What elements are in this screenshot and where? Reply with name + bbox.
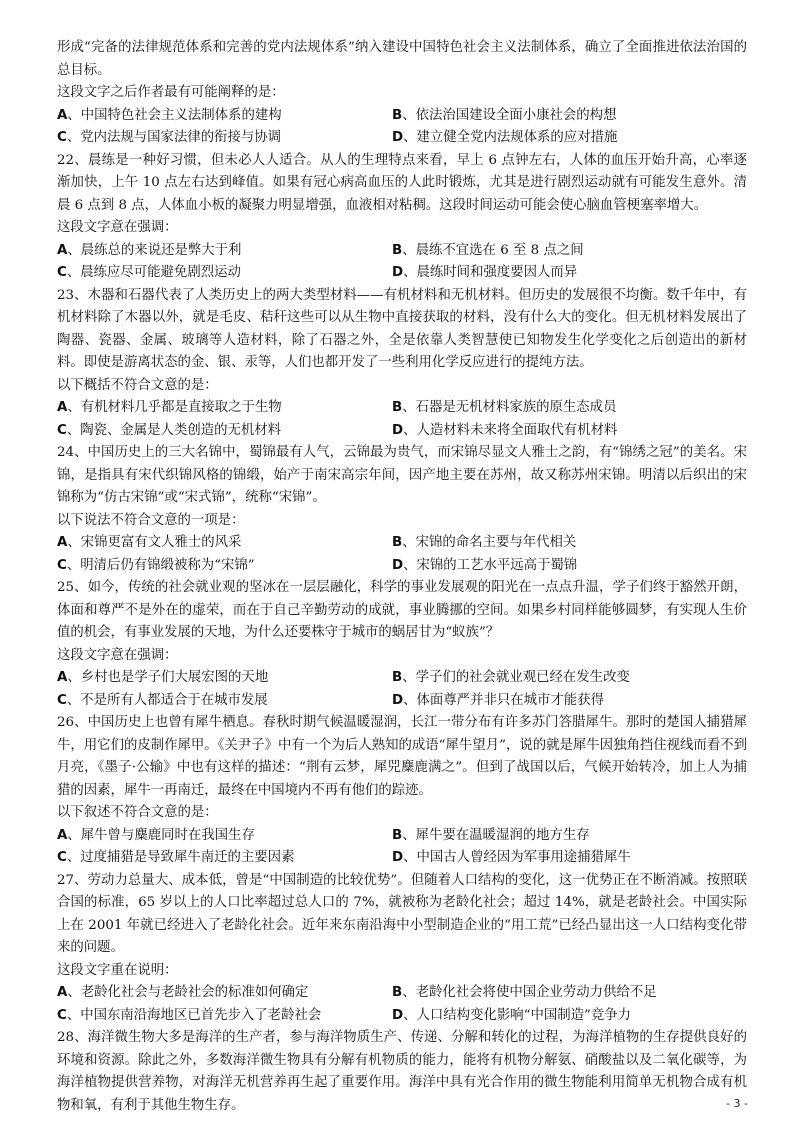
answer-option-b: [392, 825, 747, 848]
option-letter: B: [392, 827, 403, 843]
question-prompt: 以下说法不符合文意的一项是：: [57, 512, 245, 528]
option-text: 乡村也是学子们大展宏图的天地: [80, 670, 269, 685]
answer-option-c: [57, 127, 392, 150]
option-text: 宋锦的工艺水平远高于蜀锦: [416, 557, 578, 573]
answer-option-c: [57, 1005, 392, 1028]
option-text: 犀牛曾与麋鹿同时在我国生存: [80, 827, 255, 843]
answer-options: [57, 982, 747, 1027]
question-prompt: 这段文字意在强调：: [57, 220, 178, 235]
question-prompt: 这段文字意在强调：: [57, 647, 178, 663]
answer-option-c: [57, 420, 392, 443]
option-separator: 、: [402, 400, 416, 415]
answer-option-b: [392, 667, 747, 690]
question-passage: 27、劳动力总量大、成本低，曾是“中国制造的比较优势”。但随着人口结构的变化，这一优势正在不断消减。按照联合国的标准，65 岁以上的人口比率超过总人口的 7%，就被称为老龄化社会；超过 14%，就是老龄社会。中国实际上在 2001 年就已经进入了老龄化社会。近年来东南沿海中小型制造企业的“用工荒”已经凸显出这一人口结构变化带来的问题。: [57, 872, 747, 955]
question-prompt: 以下概括不符合文意的是：: [57, 377, 218, 393]
option-text: 老龄化社会将使中国企业劳动力供给不足: [415, 985, 657, 1000]
option-separator: 、: [67, 400, 81, 415]
answer-options: [57, 240, 747, 285]
option-text: 晨练不宜选在 6 至 8 点之间: [415, 242, 584, 258]
option-text: 中国特色社会主义法制体系的建构: [80, 107, 282, 123]
option-text: 中国古人曾经因为军事用途捕猎犀牛: [416, 850, 631, 865]
option-letter: C: [57, 1007, 67, 1023]
question-passage: 25、如今，传统的社会就业观的坚冰在一层层融化，科学的事业发展观的阳光在一点点升温，学子们终于豁然开朗，体面和尊严不是外在的虚荣，而在于自己辛勤劳动的成就，事业腾挪的空间。如果乡村同样能够圆梦，有实现人生价值的机会，有事业发展的天地，为什么还要株守于城市的蜗居甘为“蚁族”？: [57, 580, 747, 640]
option-letter: B: [392, 535, 403, 550]
answer-option-d: [392, 690, 747, 713]
answer-option-d: [392, 262, 747, 285]
option-letter: B: [392, 400, 403, 415]
option-letter: C: [57, 692, 67, 708]
answer-option-c: [57, 847, 392, 870]
option-letter: C: [57, 265, 67, 280]
answer-option-d: [392, 847, 747, 870]
option-separator: 、: [403, 692, 417, 708]
answer-option-a: [57, 667, 392, 690]
option-text: 明清后仍有锦缎被称为“宋锦”: [80, 557, 255, 573]
option-letter: B: [392, 670, 403, 685]
option-letter: C: [57, 422, 67, 438]
option-text: 晨练应尽可能避免剧烈运动: [80, 265, 241, 280]
option-letter: C: [57, 850, 67, 865]
option-text: 过度捕猎是导致犀牛南迁的主要因素: [80, 850, 295, 865]
answer-option-b: [392, 240, 747, 263]
option-letter: A: [57, 827, 68, 843]
option-separator: 、: [403, 1007, 417, 1023]
option-text: 党内法规与国家法律的衔接与协调: [80, 130, 282, 145]
question-block: [57, 442, 747, 577]
question-block: [57, 150, 747, 285]
option-letter: A: [57, 107, 68, 123]
option-letter: C: [57, 130, 67, 145]
page-number: - 3 -: [726, 1097, 748, 1110]
option-text: 老龄化社会与老龄社会的标准如何确定: [80, 985, 309, 1000]
question-passage: 形成“完备的法律规范体系和完善的党内法规体系”纳入建设中国特色社会主义法制体系，确立了全面推进依法治国的总目标。: [57, 40, 747, 78]
option-separator: 、: [67, 670, 81, 685]
question-prompt: 这段文字重在说明：: [57, 962, 178, 978]
answer-option-a: [57, 532, 392, 555]
option-letter: D: [392, 422, 404, 438]
answer-option-a: [57, 240, 392, 263]
option-separator: 、: [66, 130, 81, 145]
answer-option-c: [57, 690, 392, 713]
question-passage: 28、海洋微生物大多是海洋的生产者，参与海洋物质生产、传递、分解和转化的过程，为海洋植物的生存提供良好的环境和资源。除此之外，多数海洋微生物具有分解有机物质的能力，能将有机物分解氨、硝酸盐以及二氧化碳等，为海洋植物提供营养物，对海洋无机营养再生起了重要作用。海洋中具有光合作用的微生物能利用简单无机物合成有机物和氧，有利于其他生物生存。: [57, 1030, 747, 1113]
answer-option-d: [392, 1005, 747, 1028]
option-separator: 、: [402, 242, 416, 258]
question-passage: 24、中国历史上的三大名锦中，蜀锦最有人气，云锦最为贵气，而宋锦尽显文人雅士之韵，有“锦绣之冠”的美名。宋锦，是指具有宋代织锦风格的锦缎，始产于南宋高宗年间，因产地主要在苏州，故又称苏州宋锦。明清以后织出的宋锦称为“仿古宋锦”或“宋式锦”，统称“宋锦”。: [57, 445, 747, 505]
option-separator: 、: [66, 1007, 81, 1023]
question-block: [57, 1027, 747, 1117]
option-letter: A: [57, 400, 68, 415]
option-text: 晨练总的来说还是弊大于利: [80, 242, 242, 258]
answer-options: [57, 667, 747, 712]
option-letter: D: [392, 692, 404, 708]
answer-option-d: [392, 127, 747, 150]
option-separator: 、: [403, 850, 417, 865]
option-letter: D: [392, 130, 404, 145]
answer-option-c: [57, 262, 392, 285]
option-separator: 、: [66, 692, 81, 708]
option-letter: A: [57, 535, 68, 550]
option-separator: 、: [402, 107, 416, 123]
option-separator: 、: [66, 265, 81, 280]
option-text: 宋锦更富有文人雅士的风采: [80, 535, 242, 550]
option-separator: 、: [67, 827, 81, 843]
answer-option-b: [392, 105, 747, 128]
question-passage: 23、木器和石器代表了人类历史上的两大类型材料——有机材料和无机材料。但历史的发展很不均衡。数千年中，有机材料除了木器以外，就是毛皮、秸秆这些可以从生物中直接获取的材料，没有什么大的变化。但无机材料发展出了陶器、瓷器、金属、玻璃等人造材料，除了石器之外，全是依靠人类智慧使已知物发生化学变化之后创造出的新材料。即使是游离状态的金、银、汞等，人们也都开发了一些利用化学反应进行的提纯方法。: [57, 287, 747, 370]
option-text: 有机材料几乎都是直接取之于生物: [80, 400, 282, 415]
option-text: 晨练时间和强度要因人而异: [416, 265, 578, 280]
option-separator: 、: [66, 557, 81, 573]
option-letter: A: [57, 985, 68, 1000]
option-separator: 、: [402, 670, 416, 685]
option-text: 体面尊严并非只在城市才能获得: [416, 692, 604, 708]
option-text: 石器是无机材料家族的原生态成员: [415, 400, 617, 415]
answer-options: [57, 397, 747, 442]
option-letter: B: [392, 985, 403, 1000]
answer-option-a: [57, 105, 392, 128]
option-letter: B: [392, 242, 403, 258]
answer-option-d: [392, 555, 747, 578]
option-text: 学子们的社会就业观已经在发生改变: [415, 670, 630, 685]
option-letter: A: [57, 242, 68, 258]
answer-option-a: [57, 825, 392, 848]
option-separator: 、: [67, 242, 81, 258]
question-block: [57, 285, 747, 443]
option-letter: C: [57, 557, 67, 573]
answer-options: [57, 825, 747, 870]
option-letter: D: [392, 557, 404, 573]
question-block: [57, 712, 747, 870]
option-separator: 、: [403, 422, 417, 438]
option-separator: 、: [402, 535, 416, 550]
option-text: 犀牛要在温暖湿润的地方生存: [415, 827, 590, 843]
option-separator: 、: [403, 265, 417, 280]
option-separator: 、: [403, 130, 417, 145]
question-passage: 22、晨练是一种好习惯，但未必人人适合。从人的生理特点来看，早上 6 点钟左右，人体的血压开始升高，心率逐渐加快，上午 10 点左右达到峰值。如果有冠心病高血压的人此时锻炼，尤其是进行剧烈运动就有可能发生意外。清晨 6 点到 8 点，人体血小板的凝聚力明显增强，血液相对粘稠。这段时间运动可能会使心脑血管梗塞率增大。: [57, 152, 747, 213]
option-text: 人口结构变化影响“中国制造”竞争力: [416, 1007, 632, 1023]
answer-option-c: [57, 555, 392, 578]
option-text: 人造材料未来将全面取代有机材料: [416, 422, 618, 438]
option-text: 陶瓷、金属是人类创造的无机材料: [80, 422, 282, 438]
option-separator: 、: [402, 827, 416, 843]
answer-options: [57, 532, 747, 577]
option-letter: D: [392, 265, 404, 280]
question-block: [57, 577, 747, 712]
option-text: 不是所有人都适合于在城市发展: [80, 692, 268, 708]
question-prompt: 以下叙述不符合文意的是：: [57, 805, 218, 820]
answer-option-a: [57, 982, 392, 1005]
option-separator: 、: [403, 557, 417, 573]
question-prompt: 这段文字之后作者最有可能阐释的是：: [57, 85, 285, 100]
answer-option-b: [392, 532, 747, 555]
option-letter: D: [392, 850, 404, 865]
option-separator: 、: [67, 985, 81, 1000]
option-text: 建立健全党内法规体系的应对措施: [416, 130, 618, 145]
option-letter: A: [57, 670, 68, 685]
question-list: [57, 37, 747, 1117]
question-passage: 26、中国历史上也曾有犀牛栖息。春秋时期气候温暖湿润，长江一带分布有许多苏门答腊犀牛。那时的楚国人捕猎犀牛，用它们的皮制作犀甲。《关尹子》中有一个为后人熟知的成语“犀牛望月”，说的就是犀牛因独角挡住视线而看不到月亮，《墨子·公输》中也有这样的描述：“荆有云梦，犀兕麋鹿满之”。但到了战国以后，气候开始转冷，加上人为捕猎的因素，犀牛一再南迁，最终在中国境内不再有他们的踪迹。: [57, 715, 747, 798]
answer-option-b: [392, 982, 747, 1005]
option-text: 中国东南沿海地区已首先步入了老龄社会: [80, 1007, 322, 1023]
option-letter: D: [392, 1007, 404, 1023]
question-block: [57, 37, 747, 150]
option-letter: B: [392, 107, 403, 123]
answer-option-b: [392, 397, 747, 420]
option-separator: 、: [67, 535, 81, 550]
option-separator: 、: [67, 107, 81, 123]
option-separator: 、: [402, 985, 416, 1000]
answer-options: [57, 105, 747, 150]
option-text: 宋锦的命名主要与年代相关: [415, 535, 577, 550]
answer-option-a: [57, 397, 392, 420]
option-text: 依法治国建设全面小康社会的构想: [415, 107, 617, 123]
option-separator: 、: [66, 422, 81, 438]
answer-option-d: [392, 420, 747, 443]
option-separator: 、: [66, 850, 81, 865]
question-block: [57, 870, 747, 1028]
